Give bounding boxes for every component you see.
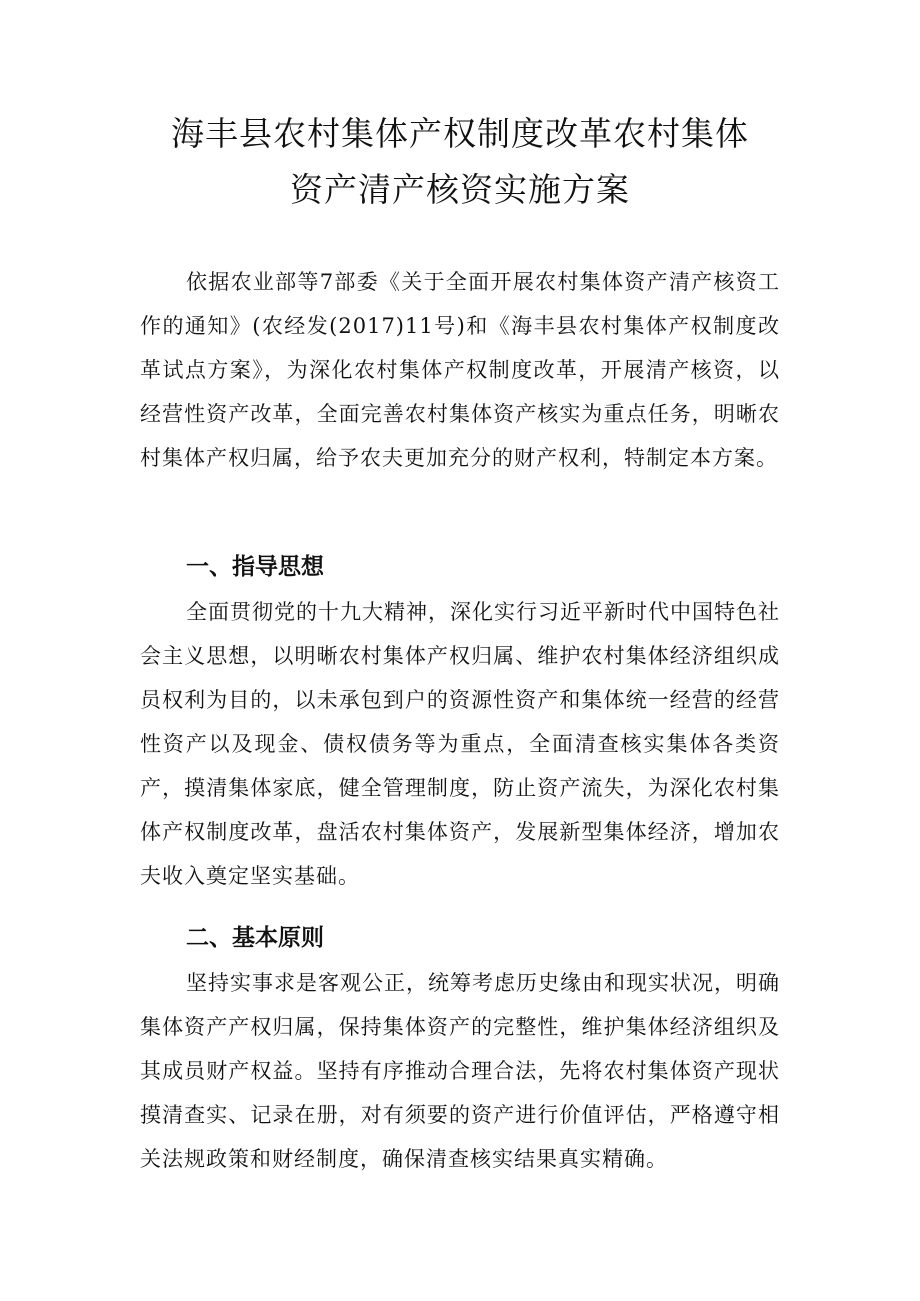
- section-heading-guiding-ideology: 一、指导思想: [186, 554, 324, 580]
- section-paragraph-basic-principles: 坚持实事求是客观公正，统筹考虑历史缘由和现实状况，明确集体资产产权归属，保持集体资产的完整性，维护集体经济组织及其成员财产权益。坚持有序推动合理合法，先将农村集体资产现状摸清查实、记录在册，对有须要的资产进行价值评估，严格遵守相关法规政策和财经制度，确保清查核实结果真实精确。: [140, 971, 780, 1171]
- section-heading-basic-principles: 二、基本原则: [186, 925, 324, 951]
- intro-paragraph: 依据农业部等7部委《关于全面开展农村集体资产清产核资工作的通知》(农经发(2017)11号)和《海丰县农村集体产权制度改革试点方案》，为深化农村集体产权制度改革，开展清产核资，以经营性资产改革，全面完善农村集体资产核实为重点任务，明晰农村集体产权归属，给予农夫更加充分的财产权利，特制定本方案。: [140, 270, 780, 470]
- document-title-line-1: 海丰县农村集体产权制度改革农村集体: [171, 114, 749, 153]
- section-paragraph-guiding-ideology: 全面贯彻党的十九大精神，深化实行习近平新时代中国特色社会主义思想，以明晰农村集体产权归属、维护农村集体经济组织成员权利为目的，以未承包到户的资源性资产和集体统一经营的经营性资产以及现金、债权债务等为重点，全面清查核实集体各类资产，摸清集体家底，健全管理制度，防止资产流失，为深化农村集体产权制度改革，盘活农村集体资产，发展新型集体经济，增加农夫收入奠定坚实基础。: [140, 600, 780, 888]
- document-title-line-2: 资产清产核资实施方案: [290, 170, 630, 209]
